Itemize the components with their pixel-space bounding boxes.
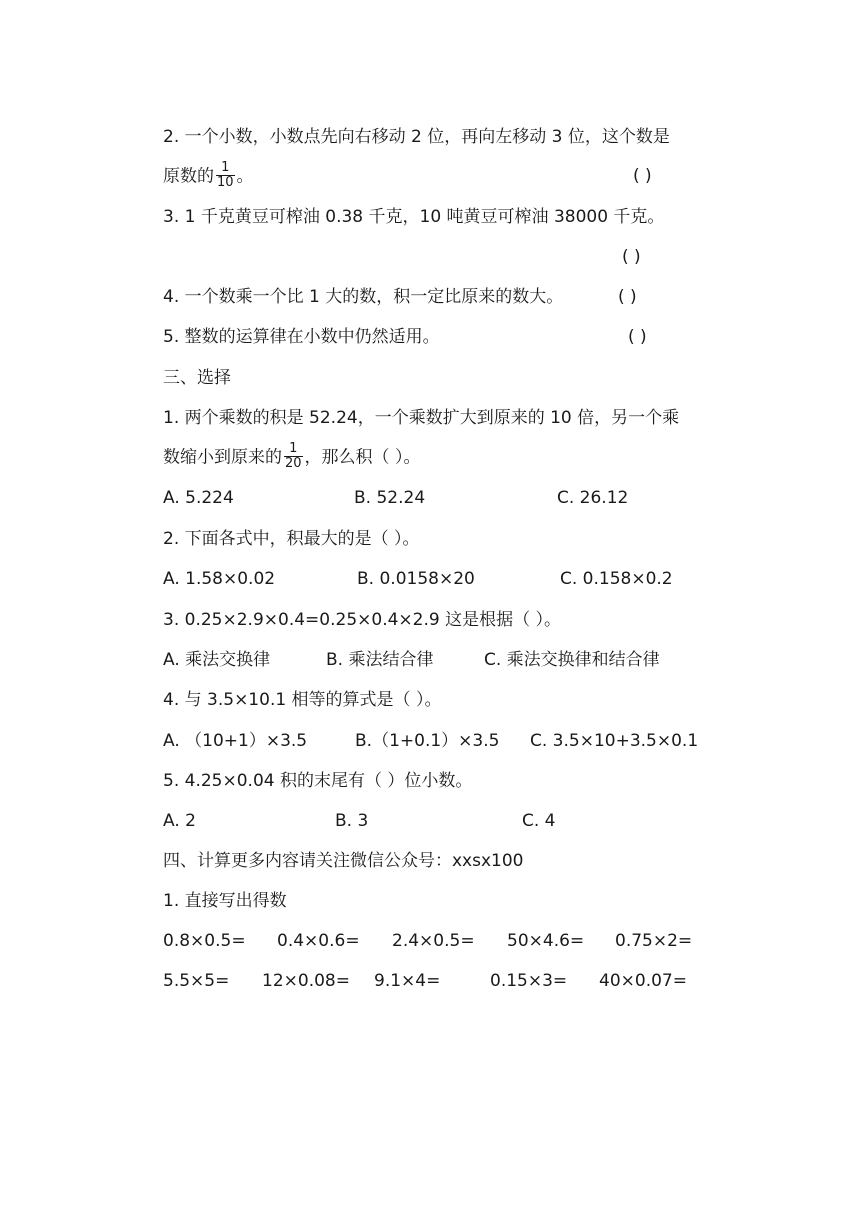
- judge-q3-answer-blank[interactable]: ( ): [622, 247, 641, 267]
- choice-q3-text: 3. 0.25×2.9×0.4=0.25×0.4×2.9 这是根据（ ）。: [163, 610, 561, 630]
- judge-q2-answer-blank[interactable]: ( ): [633, 166, 652, 186]
- choice-q1-line2: [163, 443, 420, 472]
- calc-heading: 四、计算更多内容请关注微信公众号：xxsx100: [163, 851, 524, 871]
- calc-row1-item5: 0.75×2=: [615, 931, 693, 951]
- judge-q5-answer-blank[interactable]: ( ): [628, 327, 647, 347]
- calc-row2-item3: 9.1×4=: [374, 971, 441, 991]
- judge-q4-text: 4. 一个数乘一个比 1 大的数，积一定比原来的数大。: [163, 287, 564, 307]
- calc-row2-item5: 40×0.07=: [599, 971, 687, 991]
- judge-q5-text: 5. 整数的运算律在小数中仍然适用。: [163, 327, 440, 347]
- choice-q1-fraction-numerator: 1: [284, 442, 303, 457]
- choice-q2-text: 2. 下面各式中，积最大的是（ ）。: [163, 529, 420, 549]
- choice-q1-fraction-denominator: 20: [285, 456, 302, 471]
- choice-q2-option-b[interactable]: B. 0.0158×20: [357, 569, 475, 589]
- calc-row2-item4: 0.15×3=: [490, 971, 568, 991]
- judge-q2-line1: 2. 一个小数，小数点先向右移动 2 位，再向左移动 3 位，这个数是: [163, 127, 670, 147]
- choice-q1-line1: 1. 两个乘数的积是 52.24，一个乘数扩大到原来的 10 倍，另一个乘: [163, 408, 680, 428]
- judge-q2-prefix: 原数的: [163, 166, 214, 187]
- judge-q4-answer-blank[interactable]: ( ): [618, 287, 637, 307]
- judge-q2-fraction-denominator: 10: [217, 175, 234, 190]
- choice-q1-option-c[interactable]: C. 26.12: [557, 488, 629, 508]
- choice-q5-text: 5. 4.25×0.04 积的末尾有（ ）位小数。: [163, 771, 473, 791]
- judge-q2-fraction-numerator: 1: [216, 161, 235, 176]
- choice-q2-option-c[interactable]: C. 0.158×0.2: [560, 569, 673, 589]
- choice-q3-option-c[interactable]: C. 乘法交换律和结合律: [484, 650, 660, 670]
- choice-q2-option-a[interactable]: A. 1.58×0.02: [163, 569, 276, 589]
- choice-q1-prefix: 数缩小到原来的: [163, 447, 282, 468]
- judge-q2-suffix: 。: [236, 166, 254, 187]
- choice-q4-option-c[interactable]: C. 3.5×10+3.5×0.1: [530, 731, 699, 751]
- judge-q3-line1: 3. 1 千克黄豆可榨油 0.38 千克，10 吨黄豆可榨油 38000 千克。: [163, 207, 665, 227]
- choice-heading: 三、选择: [163, 368, 231, 388]
- judge-q2-line2: [163, 162, 254, 191]
- choice-q5-option-a[interactable]: A. 2: [163, 811, 196, 831]
- calc-row2-item1: 5.5×5=: [163, 971, 230, 991]
- choice-q1-fraction: [284, 442, 303, 471]
- choice-q1-option-a[interactable]: A. 5.224: [163, 488, 234, 508]
- choice-q5-option-c[interactable]: C. 4: [522, 811, 556, 831]
- choice-q3-option-b[interactable]: B. 乘法结合律: [326, 650, 434, 670]
- choice-q4-option-a[interactable]: A. （10+1）×3.5: [163, 731, 308, 751]
- choice-q1-suffix: ，那么积（ ）。: [304, 447, 421, 468]
- calc-row1-item4: 50×4.6=: [507, 931, 585, 951]
- choice-q4-option-b[interactable]: B.（1+0.1）×3.5: [355, 731, 500, 751]
- choice-q5-option-b[interactable]: B. 3: [335, 811, 369, 831]
- calc-row2-item2: 12×0.08=: [262, 971, 350, 991]
- calc-row1-item1: 0.8×0.5=: [163, 931, 246, 951]
- calc-subheading: 1. 直接写出得数: [163, 891, 287, 911]
- judge-q2-fraction: [216, 161, 235, 190]
- choice-q3-option-a[interactable]: A. 乘法交换律: [163, 650, 271, 670]
- choice-q4-text: 4. 与 3.5×10.1 相等的算式是（ ）。: [163, 690, 442, 710]
- calc-row1-item3: 2.4×0.5=: [392, 931, 475, 951]
- calc-row1-item2: 0.4×0.6=: [277, 931, 360, 951]
- choice-q1-option-b[interactable]: B. 52.24: [354, 488, 426, 508]
